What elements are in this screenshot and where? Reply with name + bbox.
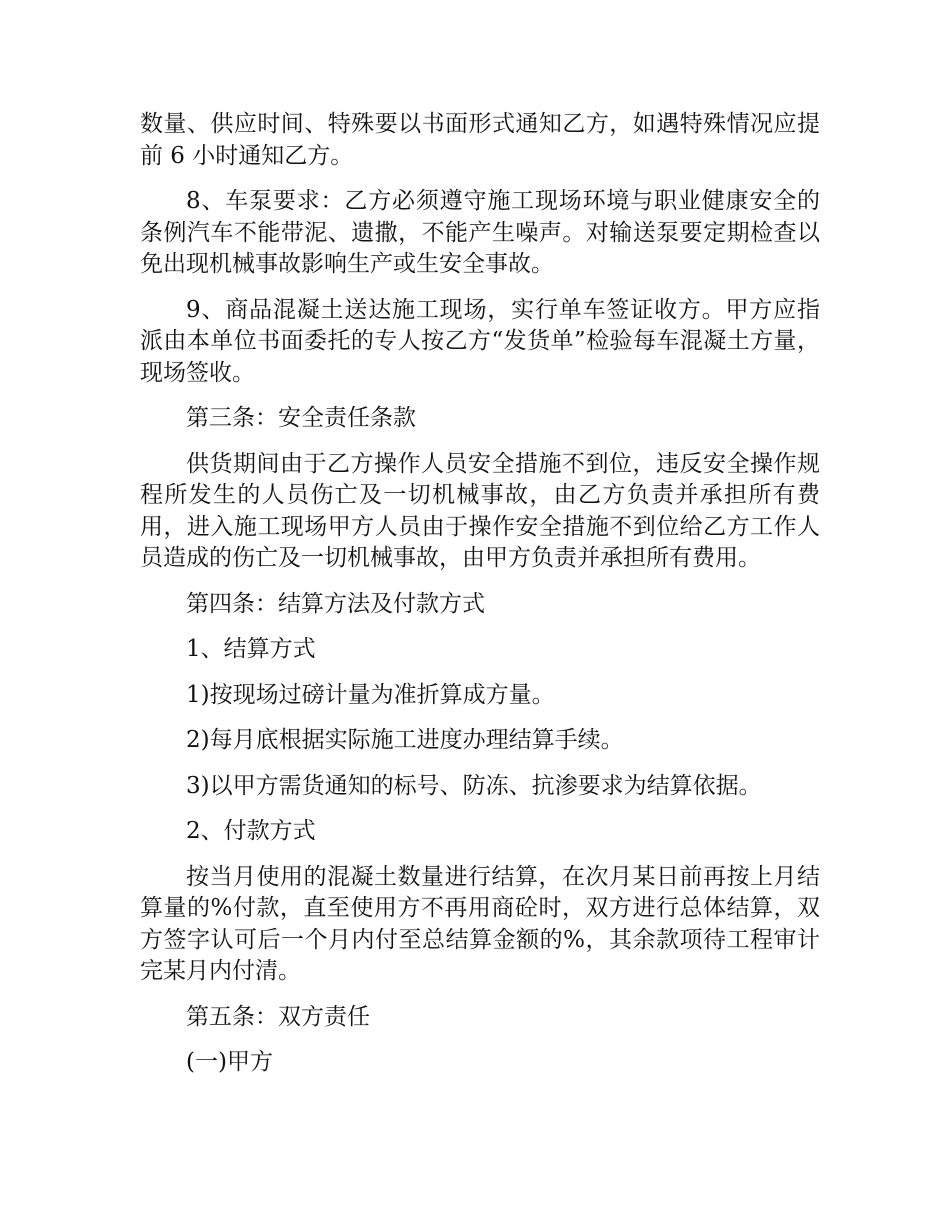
list-item-settlement-basis: 3)以甲方需货通知的标号、防冻、抗渗要求为结算依据。 xyxy=(186,772,762,799)
paragraph-payment-terms: 按当月使用的混凝土数量进行结算，在次月某日前再按上月结算量的%付款，直至使用方不再用商砼时，双方进行总体结算，双方签字认可后一个月内付至总结算金额的%，其余款项待工程审计完某月内付清。 xyxy=(140,863,820,984)
list-item-weighing: 1)按现场过磅计量为准折算成方量。 xyxy=(186,681,555,708)
paragraph-delivery-signoff: 9、商品混凝土送达施工现场，实行单车签证收方。甲方应指派由本单位书面委托的专人按乙方“发货单”检验每车混凝土方量，现场签收。 xyxy=(140,296,820,386)
subheading-settlement-method: 1、结算方式 xyxy=(186,636,316,662)
list-item-monthly-settlement: 2)每月底根据实际施工进度办理结算手续。 xyxy=(186,727,624,753)
subheading-party-a: (一)甲方 xyxy=(186,1049,273,1075)
section-heading-safety: 第三条：安全责任条款 xyxy=(186,405,416,431)
section-heading-responsibilities: 第五条：双方责任 xyxy=(186,1003,370,1030)
paragraph-supply-notice: 数量、供应时间、特殊要以书面形式通知乙方，如遇特殊情况应提前 6 小时通知乙方。 xyxy=(140,111,820,169)
paragraph-pump-requirements: 8、车泵要求：乙方必须遵守施工现场环境与职业健康安全的条例汽车不能带泥、遗撒，不能产生噪声。对输送泵要定期检查以免出现机械事故影响生产或生安全事故。 xyxy=(140,188,820,277)
paragraph-safety-liability: 供货期间由于乙方操作人员安全措施不到位，违反安全操作规程所发生的人员伤亡及一切机械事故，由乙方负责并承担所有费用，进入施工现场甲方人员由于操作安全措施不到位给乙方工作人员造成的伤亡及一切机械事故，由甲方负责并承担所有费用。 xyxy=(140,450,820,571)
document-page xyxy=(140,109,820,1093)
section-heading-settlement: 第四条：结算方法及付款方式 xyxy=(186,590,485,617)
subheading-payment-method: 2、付款方式 xyxy=(186,818,316,844)
